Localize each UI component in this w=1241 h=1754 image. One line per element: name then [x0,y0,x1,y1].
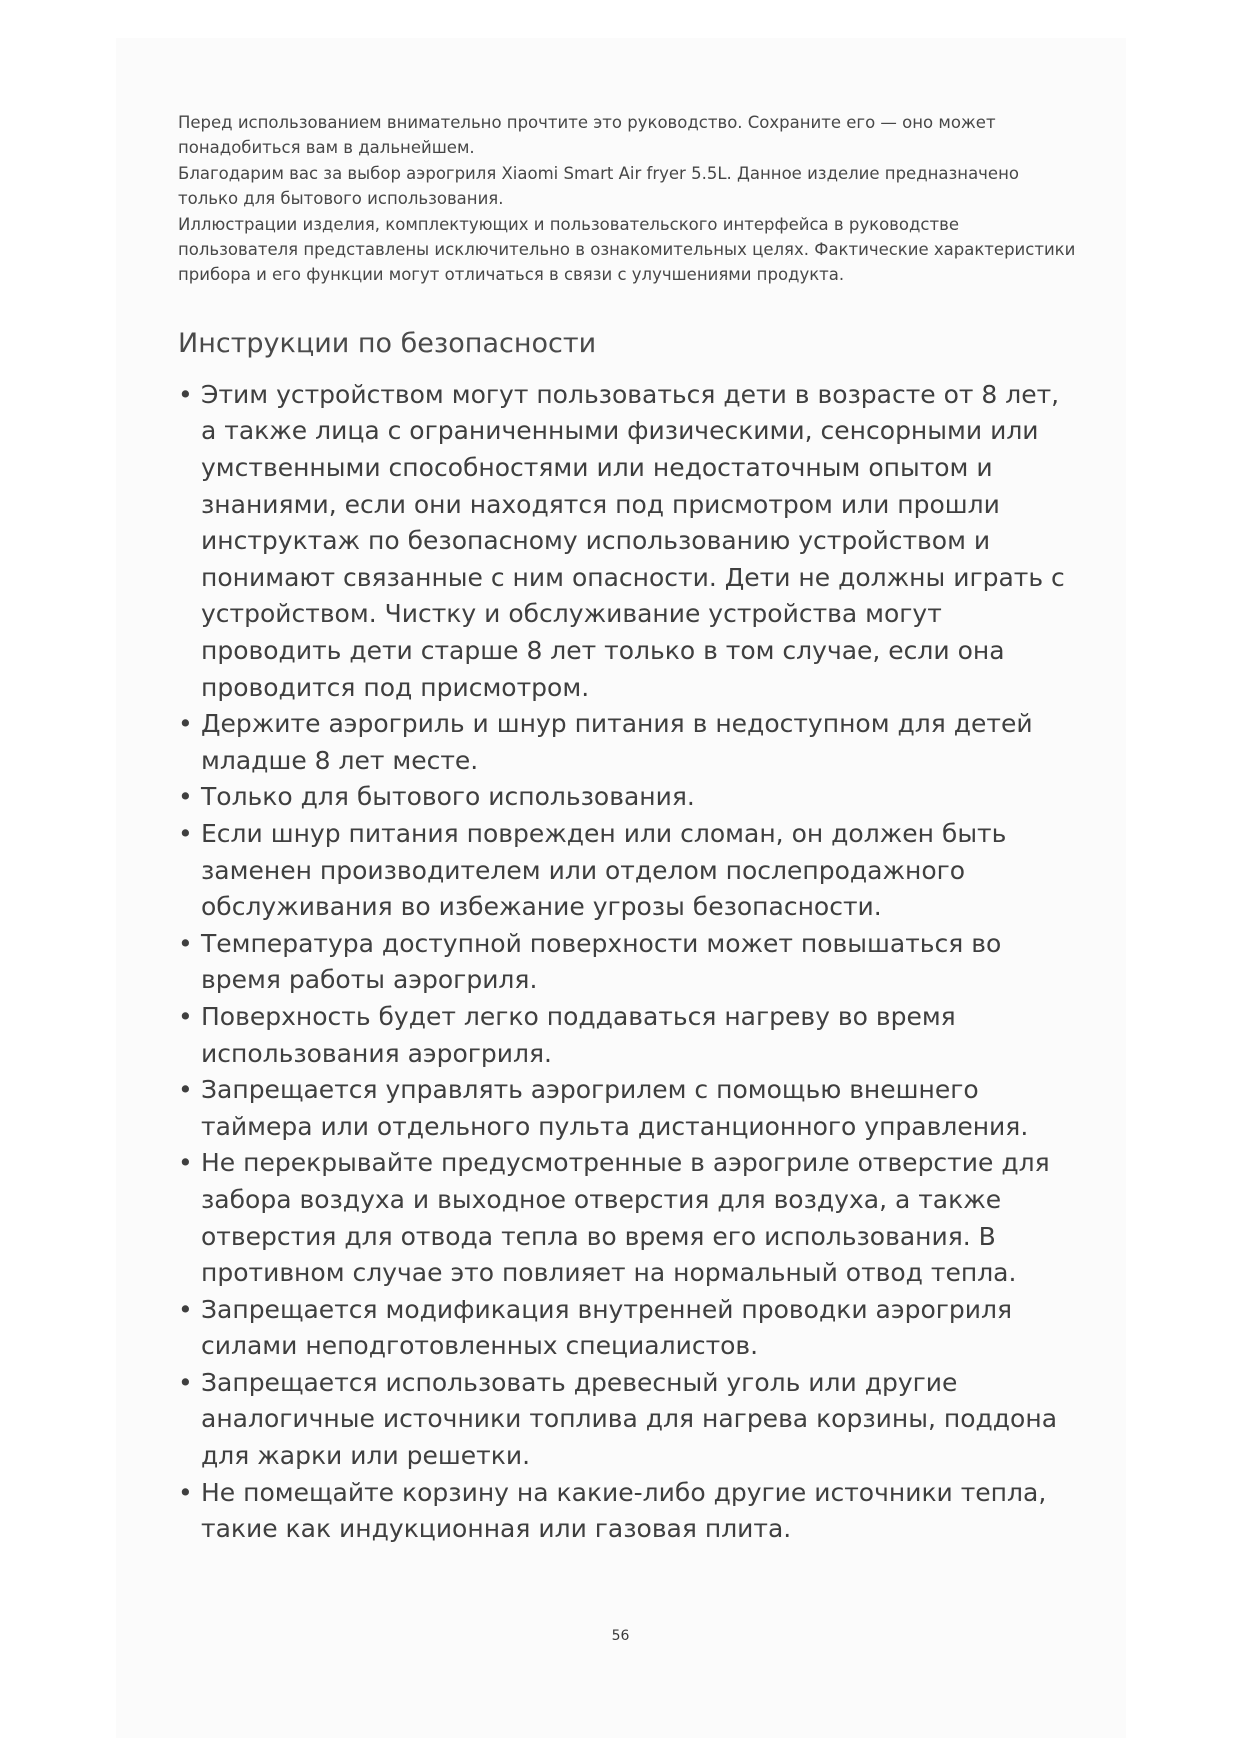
safety-item-text: Запрещается модификация внутренней проводки аэрогриля силами неподготовленных специалистов. [201,1294,1013,1361]
safety-item [178,1072,1078,1145]
safety-item-text: Этим устройством могут пользоваться дети в возрасте от 8 лет, а также лица с ограниченными физическими, сенсорными или умственными способностями или недостаточным опытом и знаниями, если они находятся под присмотром или прошли инструктаж по безопасному использованию устройством и понимают связанные с ним опасности. Дети не должны играть с устройством. Чистку и обслуживание устройства могут проводить дети старше 8 лет только в том случае, если она проводится под присмотром. [201,379,1065,702]
bullet-icon: • [178,1148,193,1178]
section-title-safety: Инструкции по безопасности [178,327,597,359]
safety-item [178,816,1078,926]
safety-item [178,377,1078,706]
safety-item [178,1292,1078,1365]
safety-item [178,1145,1078,1291]
safety-item [178,706,1078,779]
intro-block [178,110,1078,288]
safety-item [178,1365,1078,1475]
safety-item [178,1475,1078,1548]
bullet-icon: • [178,928,193,958]
page-content [178,110,1078,1548]
safety-item-text: Не помещайте корзину на какие-либо другие источники тепла, такие как индукционная или газовая плита. [201,1477,1047,1544]
intro-paragraph-thanks: Благодарим вас за выбор аэрогриля Xiaomi Smart Air fryer 5.5L. Данное изделие предназначено только для бытового использования. [178,163,1019,209]
safety-list [178,377,1078,1548]
safety-item [178,779,1078,816]
safety-item-text: Температура доступной поверхности может повышаться во время работы аэрогриля. [201,928,1002,995]
bullet-icon: • [178,709,193,739]
bullet-icon: • [178,1001,193,1031]
safety-item-text: Запрещается управлять аэрогрилем с помощью внешнего таймера или отдельного пульта дистанционного управления. [201,1075,1029,1141]
page-number: 56 [611,1628,630,1644]
bullet-icon: • [178,818,193,848]
bullet-icon: • [178,379,193,409]
safety-item-text: Если шнур питания поврежден или сломан, он должен быть заменен производителем или отделом послепродажного обслуживания во избежание угрозы безопасности. [201,818,1007,922]
safety-item [178,926,1078,999]
safety-item [178,999,1078,1072]
bullet-icon: • [178,1294,193,1324]
safety-item-text: Поверхность будет легко поддаваться нагреву во время использования аэрогриля. [201,1001,956,1068]
bullet-icon: • [178,1477,193,1507]
intro-paragraph-read-manual: Перед использованием внимательно прочтите это руководство. Сохраните его — оно может понадобиться вам в дальнейшем. [178,113,996,158]
bullet-icon: • [178,1075,193,1105]
safety-item-text: Не перекрывайте предусмотренные в аэрогриле отверстие для забора воздуха и выходное отверстия для воздуха, а также отверстия для отвода тепла во время его использования. В противном случае это повлияет на нормальный отвод тепла. [201,1148,1050,1288]
safety-item-text: Только для бытового использования. [201,782,695,812]
bullet-icon: • [178,1367,193,1397]
intro-paragraph-illustrations: Иллюстрации изделия, комплектующих и пользовательского интерфейса в руководстве пользователя представлены исключительно в ознакомительных целях. Фактические характеристики прибора и его функции могут отличаться в связи с улучшениями продукта. [178,214,1076,285]
bullet-icon: • [178,782,193,812]
safety-item-text: Держите аэрогриль и шнур питания в недоступном для детей младше 8 лет месте. [201,709,1033,775]
safety-item-text: Запрещается использовать древесный уголь или другие аналогичные источники топлива для нагрева корзины, поддона для жарки или решетки. [201,1367,1058,1471]
